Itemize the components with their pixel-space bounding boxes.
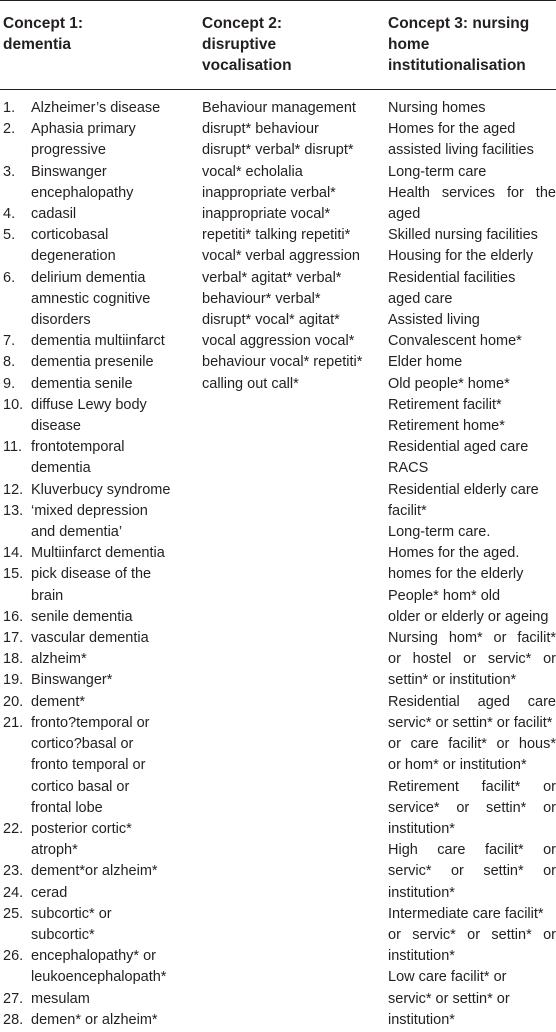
term-text: [31, 670, 195, 691]
concept-3-word: or: [543, 799, 556, 816]
concept-3-line: [388, 861, 556, 882]
term-number: 20.: [3, 693, 24, 710]
concept-3-line: aged care: [388, 290, 453, 307]
term-line: mesulam: [31, 990, 90, 1007]
concept-3-word: or: [543, 842, 556, 859]
concept-3-line: servic* or settin* or: [388, 990, 510, 1007]
term-line: disease: [31, 418, 81, 435]
concept-2-line: repetiti* talking repetiti*: [202, 227, 351, 244]
term-line: dementia: [31, 460, 91, 477]
term-text: [31, 861, 195, 882]
term-text: [31, 501, 195, 543]
concept-3-word: settin*: [483, 863, 524, 880]
term-number: 2.: [3, 121, 16, 138]
concept-3-word: for: [506, 184, 524, 201]
concept-1-term: [3, 713, 195, 819]
term-number: 15.: [3, 566, 24, 583]
concept-3-line: [388, 628, 556, 649]
term-number: 4.: [3, 206, 16, 223]
term-line: Aphasia primary: [31, 121, 136, 138]
concept-2-line: behaviour vocal* repetiti*: [202, 354, 363, 371]
concept-2-line: disrupt* behaviour: [202, 121, 319, 138]
concept-3-line: Retirement facilit*: [388, 396, 502, 413]
concept-3-line: Residential facilities: [388, 269, 516, 286]
term-line: atroph*: [31, 842, 78, 859]
term-number: 5.: [3, 227, 16, 244]
concept-3-word: or: [388, 651, 401, 668]
concept-3-line: People* hom* old: [388, 587, 501, 604]
term-line: encephalopathy: [31, 184, 134, 201]
term-number: 28.: [3, 1011, 24, 1028]
concept-1-term: [3, 883, 195, 904]
term-line: disorders: [31, 312, 91, 329]
concept-3-line: Long-term care.: [388, 524, 491, 541]
term-line: diffuse Lewy body: [31, 396, 147, 413]
concept-3-word: hom*: [448, 630, 483, 647]
concept-3-word: or: [543, 926, 556, 943]
term-line: cortico basal or: [31, 778, 130, 795]
concept-3-line: Homes for the aged.: [388, 545, 520, 562]
term-text: [31, 543, 195, 564]
concept-3-word: the: [535, 184, 556, 201]
term-line: vascular dementia: [31, 630, 149, 647]
term-number: 18.: [3, 651, 24, 668]
term-line: Multiinfarct dementia: [31, 545, 165, 562]
term-line: Kluverbucy syndrome: [31, 481, 171, 498]
concept-1-term: [3, 162, 195, 204]
term-text: [31, 119, 195, 161]
concept-1-term: [3, 861, 195, 882]
concept-3-word: or: [463, 651, 477, 668]
concept-1-term: [3, 904, 195, 946]
concept-3-word: facilit*: [484, 842, 524, 859]
concept-1-term: [3, 946, 195, 988]
concept-1-term: [3, 692, 195, 713]
concept-3-word: services: [441, 184, 496, 201]
concept-3-line: Residential elderly care: [388, 481, 539, 498]
term-number: 25.: [3, 905, 24, 922]
term-line: cerad: [31, 884, 68, 901]
concept-3-line: [388, 925, 556, 946]
term-line: dementia senile: [31, 375, 133, 392]
term-number: 9.: [3, 375, 16, 392]
concept-1-term: [3, 564, 195, 606]
concept-3-line: [388, 183, 556, 204]
header-concept-3: Concept 3: nursing home institutionalisation: [388, 15, 530, 74]
concept-3-word: hostel: [412, 651, 452, 668]
term-number: 23.: [3, 863, 24, 880]
concept-2-line: disrupt* vocal* agitat*: [202, 312, 340, 329]
term-number: 3.: [3, 163, 16, 180]
term-text: [31, 268, 195, 332]
concept-3-line: assisted living facilities: [388, 142, 534, 159]
concept-3-word: or: [543, 863, 556, 880]
concept-1-term: [3, 119, 195, 161]
concept-3-word: service*: [388, 799, 440, 816]
term-number: 7.: [3, 333, 16, 350]
term-number: 8.: [3, 354, 16, 371]
term-line: ‘mixed depression: [31, 502, 148, 519]
term-number: 27.: [3, 990, 24, 1007]
term-number: 13.: [3, 502, 24, 519]
concept-3-line: or hom* or institution*: [388, 757, 527, 774]
term-text: [31, 437, 195, 479]
concept-3-word: care: [410, 736, 439, 753]
concept-3-word: Health: [388, 184, 430, 201]
concept-3-word: servic*: [487, 651, 532, 668]
concept-2-line: calling out call*: [202, 375, 299, 392]
term-text: [31, 819, 195, 861]
concept-1-term: [3, 543, 195, 564]
concept-3-line: institution*: [388, 948, 455, 965]
term-line: progressive: [31, 142, 106, 159]
concept-2-column: [202, 98, 386, 395]
concept-3-line: Old people* home*: [388, 375, 510, 392]
concept-3-word: or: [388, 926, 401, 943]
term-text: [31, 713, 195, 819]
concept-1-term: [3, 395, 195, 437]
term-text: [31, 904, 195, 946]
table-header: [0, 0, 556, 90]
term-line: dement*: [31, 693, 86, 710]
concept-3-line: homes for the elderly: [388, 566, 524, 583]
concept-3-word: Residential: [388, 693, 460, 710]
term-text: [31, 395, 195, 437]
term-line: Binswanger*: [31, 672, 113, 689]
concept-3-line: [388, 798, 556, 819]
term-text: [31, 628, 195, 649]
concept-3-line: Skilled nursing facilities: [388, 227, 538, 244]
concept-3-line: Assisted living: [388, 312, 480, 329]
term-line: cadasil: [31, 206, 77, 223]
term-line: dementia presenile: [31, 354, 154, 371]
concept-3-line: Low care facilit* or: [388, 969, 507, 986]
concept-3-line: Retirement home*: [388, 418, 505, 435]
concept-3-word: care: [437, 842, 466, 859]
concept-1-term: [3, 98, 195, 119]
concept-2-line: Behaviour management: [202, 100, 356, 116]
term-text: [31, 692, 195, 713]
term-number: 17.: [3, 630, 24, 647]
concept-3-word: Nursing: [388, 630, 438, 647]
term-line: fronto temporal or: [31, 757, 146, 774]
concept-3-word: or: [388, 736, 401, 753]
term-line: senile dementia: [31, 608, 133, 625]
term-line: Binswanger: [31, 163, 107, 180]
concept-3-line: Housing for the elderly: [388, 248, 534, 265]
concept-1-term: [3, 480, 195, 501]
concept-3-line: institution*: [388, 820, 455, 837]
term-number: 6.: [3, 269, 16, 286]
concept-1-term: [3, 649, 195, 670]
concept-3-word: or: [496, 736, 510, 753]
term-line: and dementia’: [31, 524, 123, 541]
concept-3-line: [388, 649, 556, 670]
concept-3-word: Retirement: [388, 778, 459, 795]
concept-3-word: settin*: [486, 799, 527, 816]
term-number: 24.: [3, 884, 24, 901]
concept-3-word: or: [456, 799, 470, 816]
term-text: [31, 98, 195, 119]
concept-2-line: inappropriate vocal*: [202, 206, 331, 223]
concept-3-line: older or elderly or ageing: [388, 608, 549, 625]
term-line: degeneration: [31, 248, 116, 265]
concept-3-line: Convalescent home*: [388, 333, 522, 350]
concept-1-term: [3, 501, 195, 543]
term-line: fronto?temporal or: [31, 714, 150, 731]
concept-1-term: [3, 1010, 195, 1031]
term-text: [31, 225, 195, 267]
concept-3-line: [388, 692, 556, 713]
term-line: subcortic* or: [31, 905, 112, 922]
term-line: Alzheimer’s disease: [31, 100, 161, 116]
concept-3-line: Elder home: [388, 354, 463, 371]
concept-3-line: settin* or institution*: [388, 672, 517, 689]
concept-3-word: care: [527, 693, 556, 710]
concept-3-line: Residential aged care: [388, 439, 529, 456]
concept-3-line: [388, 777, 556, 798]
term-line: cortico?basal or: [31, 736, 134, 753]
concept-3-line: aged: [388, 206, 421, 223]
term-text: [31, 374, 195, 395]
term-text: [31, 607, 195, 628]
term-number: 21.: [3, 714, 24, 731]
concept-1-term: [3, 628, 195, 649]
term-line: dementia multiinfarct: [31, 333, 165, 350]
concept-1-term: [3, 819, 195, 861]
term-text: [31, 352, 195, 373]
concept-3-word: or: [467, 926, 481, 943]
term-line: demen* or alzheim*: [31, 1011, 158, 1028]
concept-2-line: disrupt* verbal* disrupt*: [202, 142, 354, 159]
concept-1-term: [3, 352, 195, 373]
header-concept-1: Concept 1: dementia: [3, 15, 84, 53]
term-number: 1.: [3, 100, 16, 116]
concept-3-line: institution*: [388, 1011, 455, 1028]
term-line: encephalopathy* or: [31, 948, 156, 965]
term-number: 12.: [3, 481, 24, 498]
term-text: [31, 162, 195, 204]
concept-3-word: or: [543, 651, 556, 668]
term-line: pick disease of the: [31, 566, 152, 583]
term-number: 16.: [3, 608, 24, 625]
concept-3-line: [388, 840, 556, 861]
concept-1-term: [3, 225, 195, 267]
term-line: amnestic cognitive: [31, 290, 151, 307]
concept-3-word: aged: [477, 693, 510, 710]
term-text: [31, 1010, 195, 1031]
concept-3-line: Nursing homes: [388, 100, 486, 116]
concept-1-column: [3, 98, 195, 1031]
concept-1-term: [3, 437, 195, 479]
concept-2-line: behaviour* verbal*: [202, 290, 321, 307]
concept-3-line: Homes for the aged: [388, 121, 516, 138]
term-line: frontotemporal: [31, 439, 125, 456]
term-text: [31, 946, 195, 988]
concept-3-word: High: [388, 842, 418, 859]
concept-3-line: [388, 734, 556, 755]
concept-3-line: Intermediate care facilit*: [388, 905, 544, 922]
concept-3-line: institution*: [388, 884, 455, 901]
term-line: posterior cortic*: [31, 820, 132, 837]
concept-2-line: vocal* verbal aggression: [202, 248, 360, 265]
term-line: delirium dementia: [31, 269, 146, 286]
concept-3-word: hous*: [518, 736, 556, 753]
concept-3-word: servic*: [388, 863, 432, 880]
concept-3-line: servic* or settin* or facilit*: [388, 714, 553, 731]
concept-1-term: [3, 374, 195, 395]
term-line: dement*or alzheim*: [31, 863, 158, 880]
term-number: 14.: [3, 545, 24, 562]
concept-3-word: settin*: [491, 926, 532, 943]
concept-2-line: inappropriate verbal*: [202, 184, 336, 201]
term-number: 22.: [3, 820, 24, 837]
concept-1-term: [3, 204, 195, 225]
term-text: [31, 883, 195, 904]
concept-3-word: or: [543, 778, 556, 795]
concept-3-word: facilit*: [481, 778, 521, 795]
concept-3-line: RACS: [388, 460, 429, 477]
term-text: [31, 331, 195, 352]
term-number: 26.: [3, 948, 24, 965]
term-line: alzheim*: [31, 651, 87, 668]
concept-1-term: [3, 268, 195, 332]
concept-3-word: servic*: [412, 926, 456, 943]
concept-3-word: facilit*: [448, 736, 487, 753]
concept-3-line: Long-term care: [388, 163, 487, 180]
term-text: [31, 989, 195, 1010]
concept-1-term: [3, 670, 195, 691]
term-number: 11.: [3, 439, 23, 456]
concept-2-line: vocal aggression vocal*: [202, 333, 355, 350]
concept-1-term: [3, 989, 195, 1010]
term-line: corticobasal: [31, 227, 109, 244]
term-text: [31, 649, 195, 670]
term-text: [31, 564, 195, 606]
concept-2-line: vocal* echolalia: [202, 163, 303, 180]
concept-3-word: or: [493, 630, 507, 647]
term-line: frontal lobe: [31, 799, 103, 816]
concept-3-line: facilit*: [388, 502, 427, 519]
concept-3-word: facilit*: [517, 630, 556, 647]
term-text: [31, 480, 195, 501]
concept-3-word: or: [450, 863, 464, 880]
header-concept-2: Concept 2: disruptive vocalisation: [202, 15, 292, 74]
term-number: 19.: [3, 672, 24, 689]
concept-3-column: [388, 98, 556, 1031]
term-line: subcortic*: [31, 926, 95, 943]
term-line: leukoencephalopath*: [31, 969, 167, 986]
term-text: [31, 204, 195, 225]
term-line: brain: [31, 587, 64, 604]
term-number: 10.: [3, 396, 24, 413]
concept-1-term: [3, 331, 195, 352]
concept-1-term: [3, 607, 195, 628]
concept-2-line: verbal* agitat* verbal*: [202, 269, 342, 286]
